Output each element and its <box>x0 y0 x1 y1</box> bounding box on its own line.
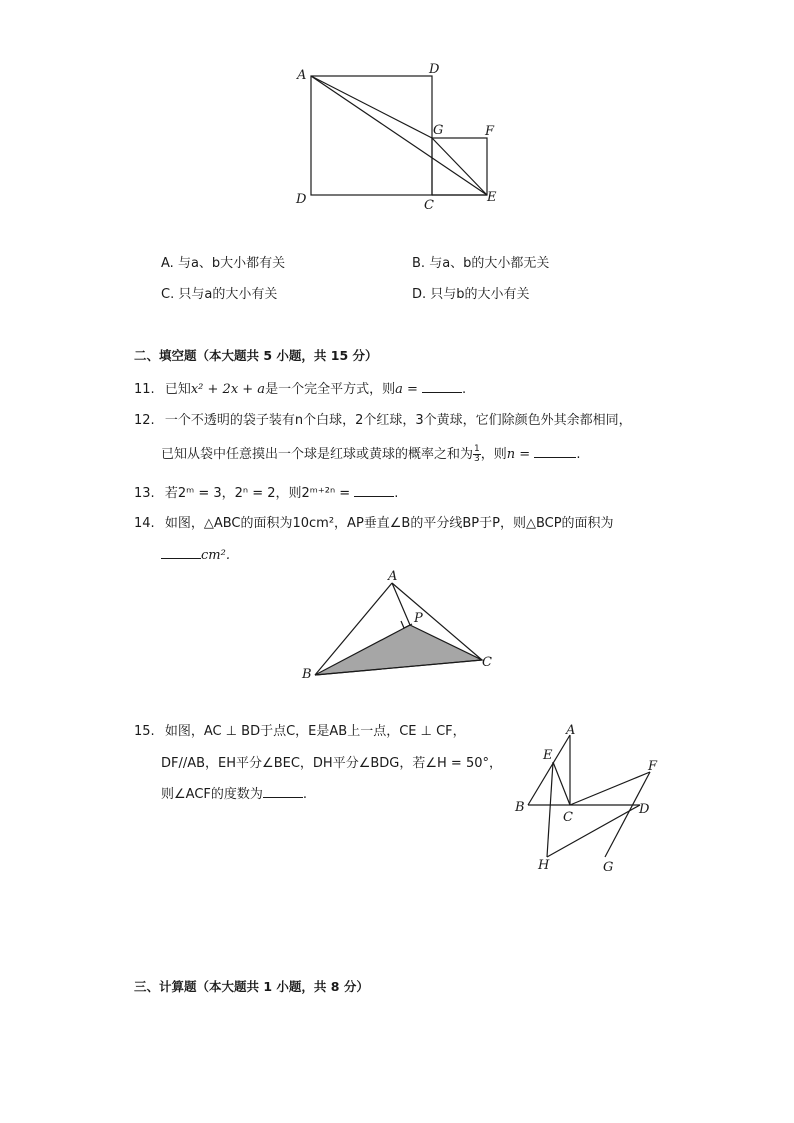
q14-label-B: B <box>302 667 312 682</box>
q14-number: 14. <box>134 516 155 531</box>
label-C: C <box>424 198 434 213</box>
q13-text: 若2ᵐ = 3，2ⁿ = 2，则2ᵐ⁺²ⁿ = <box>164 486 351 501</box>
option-d-text: 只与b的大小有关 <box>430 287 530 302</box>
section-2-info: （本大题共 5 小题，共 15 分） <box>196 348 378 363</box>
section-2-title: 二、填空题 <box>134 348 197 363</box>
line-EC <box>553 762 570 805</box>
line-AB <box>528 735 570 805</box>
q13-end: . <box>394 486 399 501</box>
q15-label-B: B <box>515 800 525 815</box>
line-CF <box>570 772 650 805</box>
q12-line-1: 一个不透明的袋子装有n个白球，2个红球，3个黄球，它们除颜色外其余都相同， <box>164 413 632 428</box>
q14-label-C: C <box>482 655 492 670</box>
q14-line-1: 如图，△ABC的面积为10cm²，AP垂直∠B的平分线BP于P，则△BCP的面积为 <box>164 516 614 531</box>
section-3-header <box>134 977 369 995</box>
q15-line-1: 如图，AC ⊥ BD于点C，E是AB上一点，CE ⊥ CF， <box>164 724 466 739</box>
q13-number: 13. <box>134 486 155 501</box>
option-a-text: 与a、b大小都有关 <box>177 256 286 271</box>
option-b-text: 与a、b的大小都无关 <box>429 256 550 271</box>
option-a-letter: A. <box>161 256 174 271</box>
option-d-letter: D. <box>412 287 427 302</box>
q15-end: . <box>302 787 308 802</box>
label-A: A <box>297 68 307 83</box>
q14-label-A: A <box>388 569 398 584</box>
q12-frac-den: 3 <box>474 454 480 464</box>
q15-label-H: H <box>538 858 550 873</box>
q11-number: 11. <box>134 382 155 397</box>
q11-text-2: 是一个完全平方式，则 <box>265 382 396 397</box>
q11-end: . <box>462 382 467 397</box>
section-3-title: 三、计算题 <box>134 979 197 994</box>
q15-number: 15. <box>134 724 155 739</box>
q12-frac-num: 1 <box>474 444 480 454</box>
option-b-letter: B. <box>412 256 426 271</box>
q14-label-P: P <box>414 611 423 626</box>
label-D-top: D <box>429 62 440 77</box>
q15-label-D: D <box>639 802 650 817</box>
q15-label-E: E <box>543 748 553 763</box>
q11-variable: a = <box>395 382 418 397</box>
q15-label-C: C <box>563 810 573 825</box>
q15-label-A: A <box>566 723 576 738</box>
label-D-left: D <box>296 192 307 207</box>
q11-expression: x² + 2x + a <box>190 382 266 397</box>
line-HD <box>547 805 640 857</box>
q12-line-2b: ，则 <box>480 447 507 462</box>
q15-line-2: DF//AB，EH平分∠BEC，DH平分∠BDG，若∠H = 50°， <box>161 756 502 771</box>
line-EH <box>547 762 553 857</box>
option-c-letter: C. <box>161 287 175 302</box>
q15-label-G: G <box>603 860 614 875</box>
label-E: E <box>487 190 497 205</box>
q15-line-3: 则∠ACF的度数为 <box>161 787 263 802</box>
q12-variable: n = <box>506 447 531 462</box>
q12-end: . <box>576 447 581 462</box>
option-c-text: 只与a的大小有关 <box>178 287 278 302</box>
q15-label-F: F <box>648 759 658 774</box>
q12-number: 12. <box>134 413 155 428</box>
q14-unit: cm². <box>201 548 230 563</box>
section-3-info: （本大题共 1 小题，共 8 分） <box>196 979 369 994</box>
label-G: G <box>433 123 444 138</box>
q12-line-2a: 已知从袋中任意摸出一个球是红球或黄球的概率之和为 <box>161 447 474 462</box>
q11-text-1: 已知 <box>164 382 191 397</box>
label-F: F <box>485 124 495 139</box>
